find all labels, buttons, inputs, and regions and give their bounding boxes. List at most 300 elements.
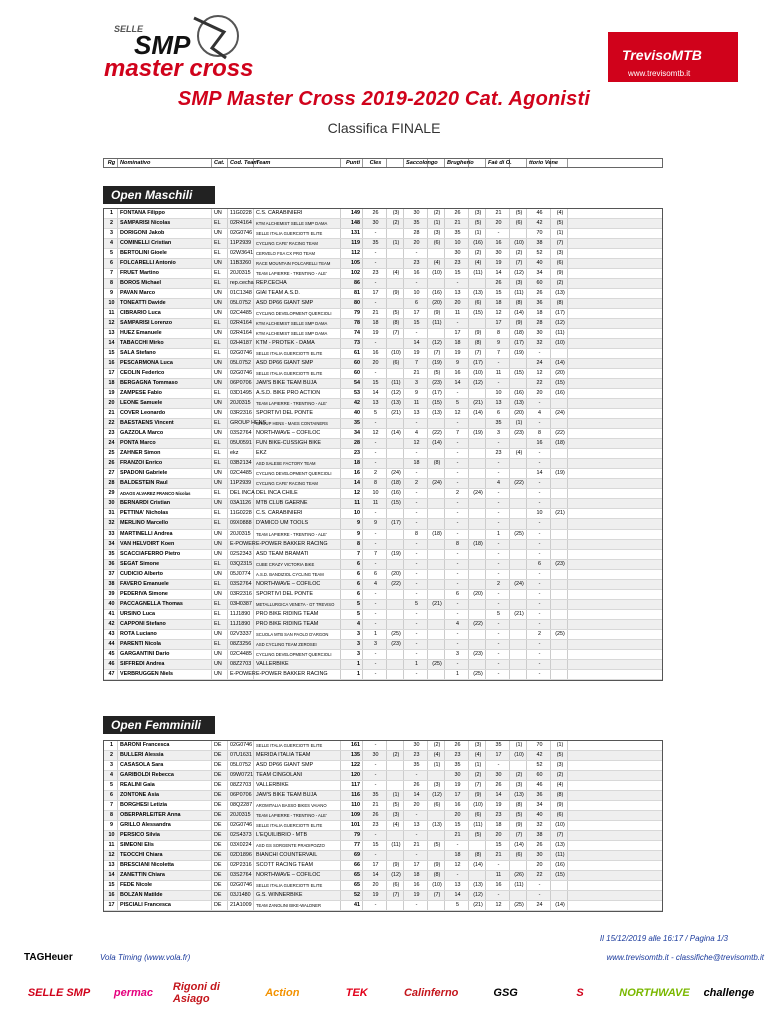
cell-name: PEDERIVA Simone [118, 590, 212, 599]
cell-brugherio: - [445, 449, 469, 458]
cell-team-code: 02P2316 [228, 861, 254, 870]
cell-team: MERIDA ITALIA TEAM [254, 751, 341, 760]
cell-cles: 15 [363, 379, 387, 388]
cell-category: EL [212, 640, 228, 649]
cell-brugherio-pos: (8) [469, 339, 486, 348]
cell-category: EL [212, 249, 228, 258]
cell-cles-pos [387, 369, 404, 378]
cell-points: 5 [341, 600, 363, 609]
cell-saccolongo-pos: (5) [428, 369, 445, 378]
cell-name: LEONE Samuele [118, 399, 212, 408]
cell-cles-pos: (20) [387, 570, 404, 579]
cell-saccolongo-pos [428, 831, 445, 840]
cell-vittorio-pos: (11) [551, 851, 568, 860]
table-row [104, 259, 662, 269]
cell-rank: 12 [104, 319, 118, 328]
cell-team: SPORTIVI DEL PONTE [254, 590, 341, 599]
cell-saccolongo: - [404, 670, 428, 679]
cell-name: ZONTONE Asia [118, 791, 212, 800]
cell-points: 7 [341, 550, 363, 559]
cell-vittorio: 22 [527, 871, 551, 880]
cell-vittorio: - [527, 650, 551, 659]
table-row [104, 600, 662, 610]
cell-rank: 29 [104, 489, 118, 498]
cell-cles-pos: (11) [387, 379, 404, 388]
cell-team-code: 02C4485 [228, 309, 254, 318]
cell-team: ASD DP66 GIANT SMP [254, 761, 341, 770]
cell-fae: 35 [486, 419, 510, 428]
cell-team: CYCLING CAFE' RACING TEAM [254, 239, 341, 248]
col-nominativo: Nominativo [118, 159, 212, 167]
cell-team-code: 20J0315 [228, 811, 254, 820]
cell-rank: 45 [104, 650, 118, 659]
cell-vittorio: 60 [527, 771, 551, 780]
cell-cles: 30 [363, 751, 387, 760]
cell-vittorio-pos [551, 891, 568, 900]
cell-saccolongo-pos [428, 901, 445, 910]
cell-team: CYCLING DEVELOPMENT QUERCIOLI [254, 469, 341, 478]
cell-points: 3 [341, 630, 363, 639]
cell-saccolongo-pos [428, 640, 445, 649]
cell-category: UN [212, 630, 228, 639]
table-row [104, 479, 662, 489]
cell-name: GAZZOLA Marco [118, 429, 212, 438]
cell-category: UN [212, 429, 228, 438]
cell-rank: 3 [104, 761, 118, 770]
cell-rank: 36 [104, 560, 118, 569]
cell-team-code: 08Z2703 [228, 781, 254, 790]
sponsor-logo: Calinferno [403, 987, 459, 999]
cell-brugherio: 35 [445, 229, 469, 238]
cell-team-code: 07U1631 [228, 751, 254, 760]
cell-fae-pos: (1) [510, 741, 527, 750]
cell-category: UN [212, 359, 228, 368]
cell-points: 73 [341, 339, 363, 348]
trevisomtb-logo [608, 32, 738, 82]
cell-points: 122 [341, 761, 363, 770]
cell-team-code: 03B2134 [228, 459, 254, 468]
cell-brugherio-pos [469, 580, 486, 589]
cell-fae: 30 [486, 249, 510, 258]
cell-cles: 13 [363, 399, 387, 408]
cell-rank: 17 [104, 369, 118, 378]
cell-category: UN [212, 289, 228, 298]
cell-category: DE [212, 801, 228, 810]
table-femminili [103, 740, 663, 912]
cell-team: CYCLING CAFE' RACING TEAM [254, 479, 341, 488]
cell-vittorio-pos [551, 670, 568, 679]
cell-brugherio: 19 [445, 349, 469, 358]
cell-team-code: 11G0228 [228, 209, 254, 218]
cell-cles-pos [387, 901, 404, 910]
cell-fae: 14 [486, 791, 510, 800]
cell-fae-pos: (25) [510, 901, 527, 910]
cell-cles: - [363, 851, 387, 860]
cell-saccolongo-pos [428, 509, 445, 518]
cell-cles-pos: (3) [387, 811, 404, 820]
table-row [104, 660, 662, 670]
table-row [104, 861, 662, 871]
cell-name: CUDICIO Alberto [118, 570, 212, 579]
cell-team-code: 02C4485 [228, 469, 254, 478]
cell-category: DE [212, 901, 228, 910]
cell-vittorio: 32 [527, 339, 551, 348]
cell-team: JAM'S BIKE TEAM BUJA [254, 791, 341, 800]
cell-team: ASD DP66 GIANT SMP [254, 299, 341, 308]
tagheuer-logo: TAGHeuer [24, 952, 73, 963]
cell-cles-pos [387, 600, 404, 609]
cell-saccolongo: 28 [404, 229, 428, 238]
cell-brugherio: 14 [445, 891, 469, 900]
cell-points: 4 [341, 620, 363, 629]
cell-vittorio-pos: (13) [551, 841, 568, 850]
cell-points: 110 [341, 801, 363, 810]
cell-vittorio: 38 [527, 831, 551, 840]
cell-rank: 32 [104, 519, 118, 528]
cell-fae-pos: (3) [510, 781, 527, 790]
cell-cles-pos: (5) [387, 801, 404, 810]
cell-vittorio-pos: (10) [551, 339, 568, 348]
cell-points: 35 [341, 419, 363, 428]
cell-fae: 18 [486, 299, 510, 308]
page-subtitle: Classifica FINALE [327, 120, 441, 136]
cell-rank: 39 [104, 590, 118, 599]
cell-cles: - [363, 660, 387, 669]
cell-vittorio-pos: (11) [551, 329, 568, 338]
col-cles: Cles [363, 159, 387, 167]
cell-category: UN [212, 540, 228, 549]
table-row [104, 590, 662, 600]
cell-category: DE [212, 851, 228, 860]
cell-name: PESCARMONA Luca [118, 359, 212, 368]
table-row [104, 811, 662, 821]
cell-points: 149 [341, 209, 363, 218]
cell-vittorio: 36 [527, 791, 551, 800]
cell-brugherio: 13 [445, 289, 469, 298]
cell-fae-pos: (24) [510, 580, 527, 589]
cell-saccolongo-pos: (12) [428, 791, 445, 800]
cell-vittorio: 20 [527, 861, 551, 870]
cell-vittorio: 2 [527, 630, 551, 639]
cell-saccolongo-pos [428, 469, 445, 478]
table-row [104, 349, 662, 359]
cell-category: EL [212, 419, 228, 428]
cell-fae-pos [510, 640, 527, 649]
cell-saccolongo-pos [428, 610, 445, 619]
cell-brugherio: 16 [445, 801, 469, 810]
cell-brugherio-pos: (12) [469, 379, 486, 388]
col-saccolongo: Saccolongo [406, 160, 438, 166]
cell-rank: 22 [104, 419, 118, 428]
cell-vittorio-pos [551, 459, 568, 468]
cell-brugherio-pos: (15) [469, 309, 486, 318]
cell-name: BRESCIANI Nicoletta [118, 861, 212, 870]
cell-saccolongo: 21 [404, 369, 428, 378]
cell-points: 9 [341, 519, 363, 528]
table-row [104, 751, 662, 761]
cell-brugherio-pos: (2) [469, 249, 486, 258]
cell-brugherio: 1 [445, 670, 469, 679]
cell-cles: 18 [363, 319, 387, 328]
cell-rank: 20 [104, 399, 118, 408]
cell-vittorio: 40 [527, 259, 551, 268]
cell-vittorio-pos: (16) [551, 389, 568, 398]
cell-saccolongo-pos [428, 329, 445, 338]
cell-name: TEOCCHI Chiara [118, 851, 212, 860]
cell-saccolongo-pos: (11) [428, 319, 445, 328]
cell-cles: - [363, 299, 387, 308]
cell-cles-pos: (25) [387, 630, 404, 639]
cell-brugherio-pos [469, 439, 486, 448]
cell-team: PRO BIKE RIDING TEAM [254, 610, 341, 619]
cell-brugherio: - [445, 469, 469, 478]
cell-cles-pos: (4) [387, 821, 404, 830]
cell-fae-pos [510, 550, 527, 559]
table-row [104, 379, 662, 389]
sponsor-logo: SELLE SMP [27, 987, 91, 999]
cell-fae-pos: (5) [510, 209, 527, 218]
cell-vittorio-pos: (19) [551, 469, 568, 478]
cell-rank: 1 [104, 741, 118, 750]
cell-rank: 16 [104, 359, 118, 368]
table-row [104, 319, 662, 329]
cell-name: ROTA Luciano [118, 630, 212, 639]
cell-rank: 6 [104, 259, 118, 268]
table-row [104, 570, 662, 580]
table-row [104, 219, 662, 229]
cell-points: 3 [341, 650, 363, 659]
cell-vittorio-pos [551, 570, 568, 579]
cell-rank: 3 [104, 229, 118, 238]
cell-vittorio-pos [551, 610, 568, 619]
cell-cles: 26 [363, 209, 387, 218]
cell-vittorio: 36 [527, 299, 551, 308]
table-row [104, 640, 662, 650]
cell-cles: - [363, 419, 387, 428]
cell-name: BARONI Francesca [118, 741, 212, 750]
cell-saccolongo: 3 [404, 379, 428, 388]
cell-fae: - [486, 229, 510, 238]
cell-name: BORGHESI Letizia [118, 801, 212, 810]
cell-brugherio: 4 [445, 620, 469, 629]
cell-saccolongo-pos [428, 499, 445, 508]
cell-cles-pos: (2) [387, 219, 404, 228]
cell-saccolongo-pos: (8) [428, 871, 445, 880]
cell-team: REP.CECHA [254, 279, 341, 288]
cell-name: SIFFREDI Andrea [118, 660, 212, 669]
cell-category: EL [212, 519, 228, 528]
cell-points: 77 [341, 841, 363, 850]
cell-name: BERTOLINI Gioele [118, 249, 212, 258]
cell-saccolongo-pos: (10) [428, 881, 445, 890]
cell-saccolongo-pos [428, 489, 445, 498]
cell-saccolongo-pos: (10) [428, 269, 445, 278]
cell-rank: 15 [104, 349, 118, 358]
cell-points: 116 [341, 791, 363, 800]
cell-vittorio-pos [551, 550, 568, 559]
cell-fae-pos [510, 439, 527, 448]
cell-brugherio: 10 [445, 239, 469, 248]
cell-rank: 10 [104, 831, 118, 840]
cell-category: EL [212, 269, 228, 278]
cell-brugherio: 5 [445, 399, 469, 408]
cell-saccolongo: 5 [404, 600, 428, 609]
cell-cles-pos: (22) [387, 580, 404, 589]
cell-fae: - [486, 499, 510, 508]
cell-brugherio: 9 [445, 359, 469, 368]
cell-brugherio-pos: (14) [469, 861, 486, 870]
cell-fae-pos: (19) [510, 349, 527, 358]
cell-fae: 14 [486, 269, 510, 278]
cell-team: C.S. CARABINIERI [254, 509, 341, 518]
cell-name: PISCIALI Francesca [118, 901, 212, 910]
cell-saccolongo: - [404, 509, 428, 518]
cell-points: 79 [341, 309, 363, 318]
table-row [104, 831, 662, 841]
table-row [104, 801, 662, 811]
cell-team-code: 02W3641 [228, 249, 254, 258]
cell-points: 79 [341, 831, 363, 840]
cell-saccolongo: 10 [404, 289, 428, 298]
cell-saccolongo-pos [428, 620, 445, 629]
sponsor-logo: Action [265, 987, 300, 999]
cell-fae-pos: (26) [510, 871, 527, 880]
cell-brugherio: 23 [445, 259, 469, 268]
cell-saccolongo-pos: (7) [428, 891, 445, 900]
cell-brugherio-pos: (7) [469, 349, 486, 358]
cell-name: VAN HELVOIRT Koen [118, 540, 212, 549]
cell-rank: 8 [104, 811, 118, 820]
cell-team: D'AMICO UM TOOLS [254, 519, 341, 528]
sponsor-logo: challenge [703, 987, 755, 999]
cell-team: VALLERBIKE [254, 781, 341, 790]
cell-brugherio-pos: (24) [469, 489, 486, 498]
cell-rank: 4 [104, 239, 118, 248]
col-rg: Rg [104, 159, 118, 167]
cell-name: FONTANA Filippo [118, 209, 212, 218]
cell-fae: - [486, 379, 510, 388]
cell-category: EL [212, 239, 228, 248]
cell-rank: 14 [104, 871, 118, 880]
cell-fae-pos [510, 570, 527, 579]
cell-category: UN [212, 479, 228, 488]
cell-vittorio: - [527, 570, 551, 579]
cell-cles: - [363, 610, 387, 619]
cell-name: TONEATTI Davide [118, 299, 212, 308]
cell-brugherio-pos [469, 319, 486, 328]
cell-saccolongo-pos: (4) [428, 751, 445, 760]
cell-brugherio-pos: (4) [469, 259, 486, 268]
cell-category: DE [212, 841, 228, 850]
cell-fae: 18 [486, 821, 510, 830]
cell-category: EL [212, 620, 228, 629]
cell-brugherio-pos [469, 871, 486, 880]
cell-fae: 10 [486, 389, 510, 398]
cell-cles-pos: (17) [387, 519, 404, 528]
cell-vittorio: - [527, 489, 551, 498]
cell-vittorio: 22 [527, 379, 551, 388]
cell-name: PACCAGNELLA Thomas [118, 600, 212, 609]
col-brugherio-pos [469, 159, 486, 167]
cell-brugherio-pos [469, 509, 486, 518]
cell-fae-pos: (8) [510, 299, 527, 308]
cell-points: 60 [341, 369, 363, 378]
cell-cles-pos: (16) [387, 489, 404, 498]
cell-fae-pos: (20) [510, 409, 527, 418]
cell-team: DEL INCA CHILE [254, 489, 341, 498]
cell-saccolongo-pos [428, 630, 445, 639]
cell-category: UN [212, 309, 228, 318]
table-row [104, 580, 662, 590]
cell-cles: - [363, 509, 387, 518]
cell-vittorio: 42 [527, 219, 551, 228]
cell-fae: 2 [486, 580, 510, 589]
table-row [104, 540, 662, 550]
table-row [104, 650, 662, 660]
cell-team: BIANCHI COUNTERVAIL [254, 851, 341, 860]
cell-cles: 3 [363, 640, 387, 649]
cell-fae: - [486, 560, 510, 569]
cell-fae-pos [510, 379, 527, 388]
cell-vittorio: 4 [527, 409, 551, 418]
cell-vittorio-pos [551, 580, 568, 589]
cell-vittorio: 60 [527, 279, 551, 288]
cell-rank: 21 [104, 409, 118, 418]
cell-rank: 15 [104, 881, 118, 890]
table-row [104, 530, 662, 540]
sponsor-logo: S [576, 987, 584, 999]
cell-saccolongo: 30 [404, 741, 428, 750]
cell-fae-pos [510, 660, 527, 669]
cell-cles: - [363, 369, 387, 378]
table-row [104, 289, 662, 299]
cell-brugherio-pos [469, 530, 486, 539]
cell-cles: 21 [363, 801, 387, 810]
cell-cles: 17 [363, 289, 387, 298]
cell-category: EL [212, 600, 228, 609]
cell-brugherio: 17 [445, 791, 469, 800]
cell-fae: - [486, 640, 510, 649]
cell-name: VERBRUGGEN Niels [118, 670, 212, 679]
cell-rank: 6 [104, 791, 118, 800]
cell-team-code: 08Z2703 [228, 660, 254, 669]
cell-category: DE [212, 831, 228, 840]
cell-saccolongo-pos: (19) [428, 359, 445, 368]
cell-vittorio-pos: (5) [551, 751, 568, 760]
cell-brugherio-pos [469, 630, 486, 639]
cell-cles: - [363, 249, 387, 258]
cell-cles-pos: (3) [387, 209, 404, 218]
cell-team-code: 05L0752 [228, 761, 254, 770]
cell-saccolongo-pos: (13) [428, 409, 445, 418]
cell-team-code: 11J1890 [228, 610, 254, 619]
cell-brugherio: 30 [445, 249, 469, 258]
cell-vittorio: 8 [527, 429, 551, 438]
cell-points: 109 [341, 811, 363, 820]
cell-rank: 10 [104, 299, 118, 308]
cell-rank: 28 [104, 479, 118, 488]
cell-cles-pos [387, 459, 404, 468]
cell-saccolongo: 8 [404, 530, 428, 539]
cell-name: BERGAGNA Tommaso [118, 379, 212, 388]
cell-fae: - [486, 359, 510, 368]
cell-team: KTM - PROTEK - DAMA [254, 339, 341, 348]
cell-team: SCOTT RACING TEAM [254, 861, 341, 870]
cell-points: 65 [341, 871, 363, 880]
cell-team: KTM ALCHEMIST SELLE SMP DAMA [254, 219, 341, 228]
cell-brugherio-pos [469, 499, 486, 508]
cell-fae-pos: (4) [510, 449, 527, 458]
